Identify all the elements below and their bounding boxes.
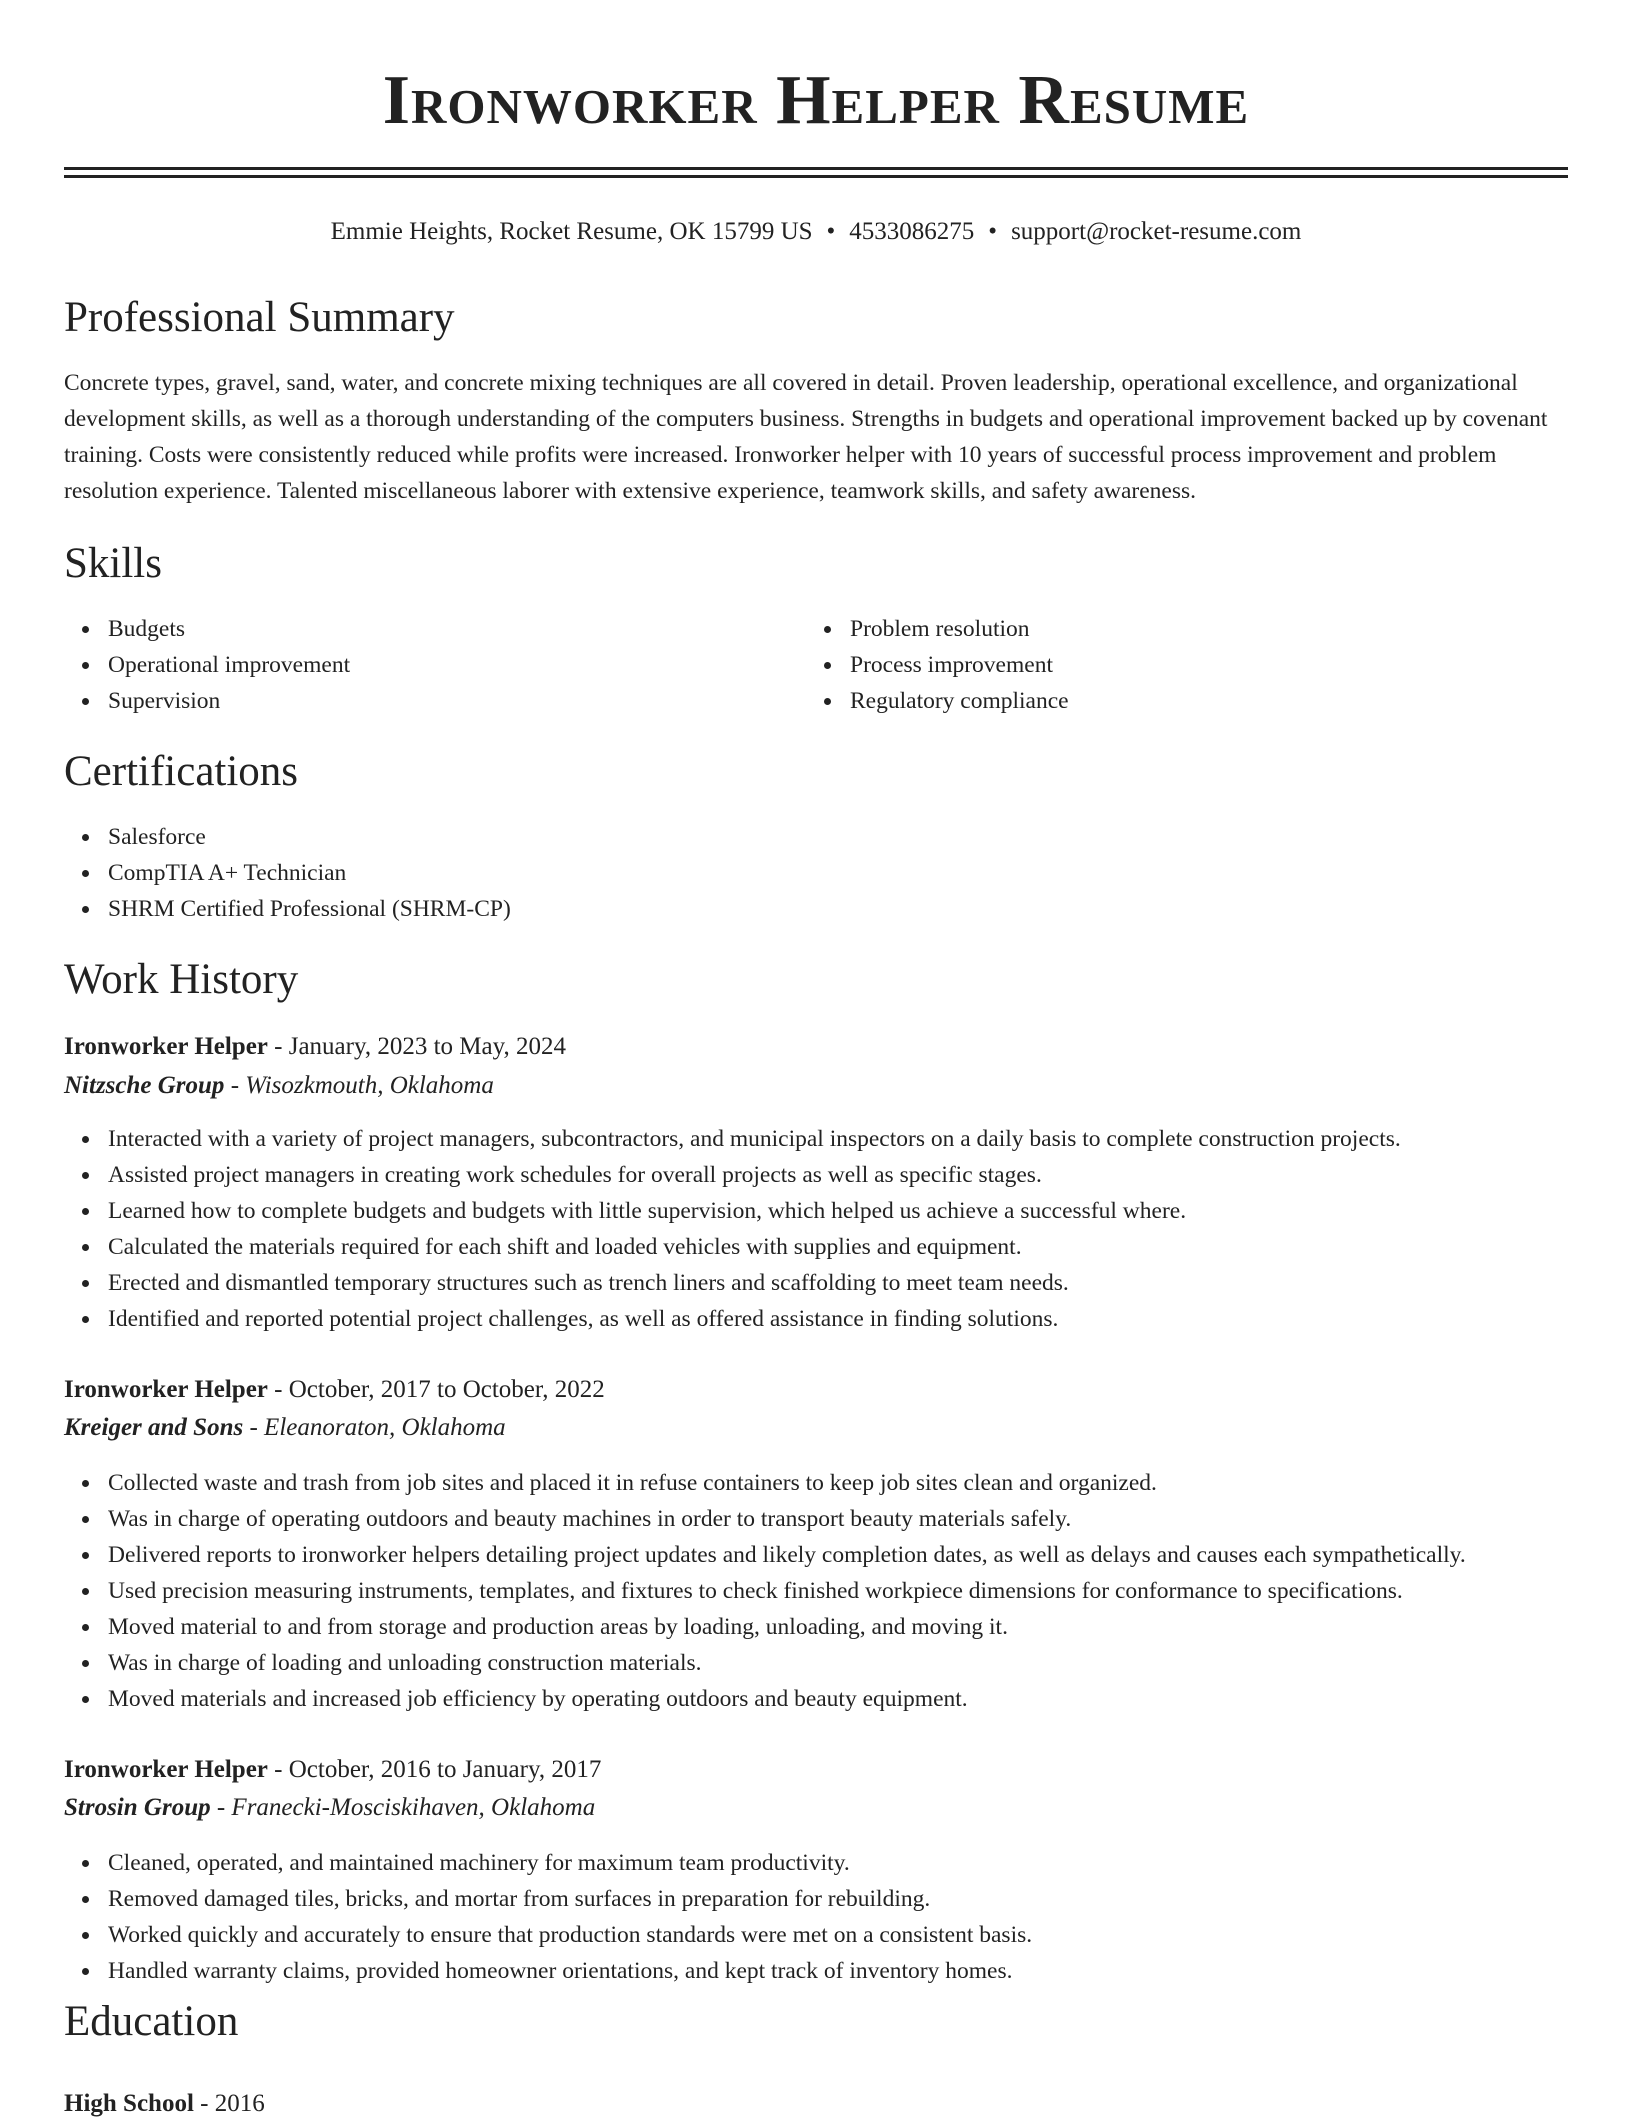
- skills-list-left: [64, 611, 808, 719]
- certification-item: SHRM Certified Professional (SHRM-CP): [108, 891, 1568, 927]
- skill-item: Supervision: [108, 683, 808, 719]
- job-title: Ironworker Helper: [64, 1033, 268, 1060]
- job-duty: Interacted with a variety of project managers, subcontractors, and municipal inspectors on a daily basis to complete construction projects.: [108, 1121, 1568, 1157]
- job-duty: Identified and reported potential project challenges, as well as offered assistance in finding solutions.: [108, 1301, 1568, 1337]
- job-company: Strosin Group: [64, 1794, 211, 1821]
- education-heading: Education: [64, 1998, 239, 2045]
- skill-item: Operational improvement: [108, 647, 808, 683]
- job-duties-list: [64, 1121, 1568, 1337]
- certification-item: CompTIA A+ Technician: [108, 855, 1568, 891]
- job-duty: Assisted project managers in creating work schedules for overall projects as well as specific stages.: [108, 1157, 1568, 1193]
- job-duty: Calculated the materials required for each shift and loaded vehicles with supplies and equipment.: [108, 1229, 1568, 1265]
- job-dates: - January, 2023 to May, 2024: [267, 1033, 567, 1060]
- skills-heading: Skills: [64, 540, 162, 587]
- job-title: Ironworker Helper: [64, 1756, 268, 1783]
- education-degree: High School: [64, 2090, 194, 2117]
- contact-email: support@rocket-resume.com: [1011, 218, 1302, 245]
- certification-item: Salesforce: [108, 819, 1568, 855]
- job-duty: Cleaned, operated, and maintained machinery for maximum team productivity.: [108, 1845, 1568, 1881]
- job-company: Nitzsche Group: [64, 1072, 225, 1099]
- job-title-line: [64, 1029, 566, 1065]
- job-company-line: [64, 1790, 595, 1826]
- certifications-heading: Certifications: [64, 748, 299, 795]
- job-duty: Used precision measuring instruments, templates, and fixtures to check finished workpiece dimensions for conformance to specifications.: [108, 1573, 1608, 1609]
- job-duty: Was in charge of loading and unloading construction materials.: [108, 1645, 1608, 1681]
- job-company: Kreiger and Sons: [64, 1414, 244, 1441]
- resume-page: [64, 0, 1568, 2117]
- job-dates: - October, 2016 to January, 2017: [267, 1756, 602, 1783]
- job-dates: - October, 2017 to October, 2022: [267, 1376, 605, 1403]
- job-duty: Learned how to complete budgets and budgets with little supervision, which helped us achieve a successful where.: [108, 1193, 1568, 1229]
- contact-phone: 4533086275: [849, 218, 975, 245]
- summary-heading: Professional Summary: [64, 294, 455, 341]
- education-year: - 2016: [193, 2090, 265, 2117]
- job-duty: Moved material to and from storage and production areas by loading, unloading, and moving it.: [108, 1609, 1608, 1645]
- job-duty: Moved materials and increased job efficiency by operating outdoors and beauty equipment.: [108, 1681, 1608, 1717]
- contact-line: [64, 214, 1568, 250]
- job-duty: Handled warranty claims, provided homeowner orientations, and kept track of inventory homes.: [108, 1953, 1568, 1989]
- job-duty: Collected waste and trash from job sites and placed it in refuse containers to keep job sites clean and organized.: [108, 1465, 1608, 1501]
- skill-item: Process improvement: [850, 647, 1550, 683]
- job-duty: Removed damaged tiles, bricks, and mortar from surfaces in preparation for rebuilding.: [108, 1881, 1568, 1917]
- certifications-list: [64, 819, 1568, 927]
- title-divider-bottom: [64, 175, 1568, 178]
- contact-separator: •: [988, 218, 998, 245]
- job-duty: Delivered reports to ironworker helpers detailing project updates and likely completion dates, as well as delays and causes each sympathetically.: [108, 1537, 1608, 1573]
- job-duties-list: [64, 1845, 1568, 1989]
- job-duty: Worked quickly and accurately to ensure that production standards were met on a consistent basis.: [108, 1917, 1568, 1953]
- skill-item: Budgets: [108, 611, 808, 647]
- work-history-heading: Work History: [64, 956, 299, 1003]
- job-location: - Eleanoraton, Oklahoma: [243, 1414, 506, 1441]
- job-location: - Franecki-Mosciskihaven, Oklahoma: [210, 1794, 596, 1821]
- job-company-line: [64, 1410, 506, 1446]
- resume-title: Ironworker Helper Resume: [382, 62, 1250, 139]
- job-duty: Erected and dismantled temporary structures such as trench liners and scaffolding to meet team needs.: [108, 1265, 1568, 1301]
- job-duties-list: [64, 1465, 1608, 1717]
- skills-list-right: [806, 611, 1550, 719]
- job-duty: Was in charge of operating outdoors and beauty machines in order to transport beauty materials safely.: [108, 1501, 1608, 1537]
- contact-separator: •: [826, 218, 836, 245]
- summary-text: Concrete types, gravel, sand, water, and concrete mixing techniques are all covered in detail. Proven leadership, operational excellence, and organizational development skills, as well as a thorough understanding of the computers business. Strengths in budgets and operational improvement backed up by covenant training. Costs were consistently reduced while profits were increased. Ironworker helper with 10 years of successful process improvement and problem resolution experience. Talented miscellaneous laborer with extensive experience, teamwork skills, and safety awareness.: [64, 370, 1548, 504]
- education-line: [64, 2086, 265, 2122]
- job-title-line: [64, 1372, 605, 1408]
- job-title: Ironworker Helper: [64, 1376, 268, 1403]
- job-location: - Wisozkmouth, Oklahoma: [224, 1072, 494, 1099]
- skill-item: Problem resolution: [850, 611, 1550, 647]
- job-title-line: [64, 1752, 601, 1788]
- title-divider-top: [64, 167, 1568, 170]
- contact-address: Emmie Heights, Rocket Resume, OK 15799 US: [330, 218, 813, 245]
- skill-item: Regulatory compliance: [850, 683, 1550, 719]
- job-company-line: [64, 1068, 494, 1104]
